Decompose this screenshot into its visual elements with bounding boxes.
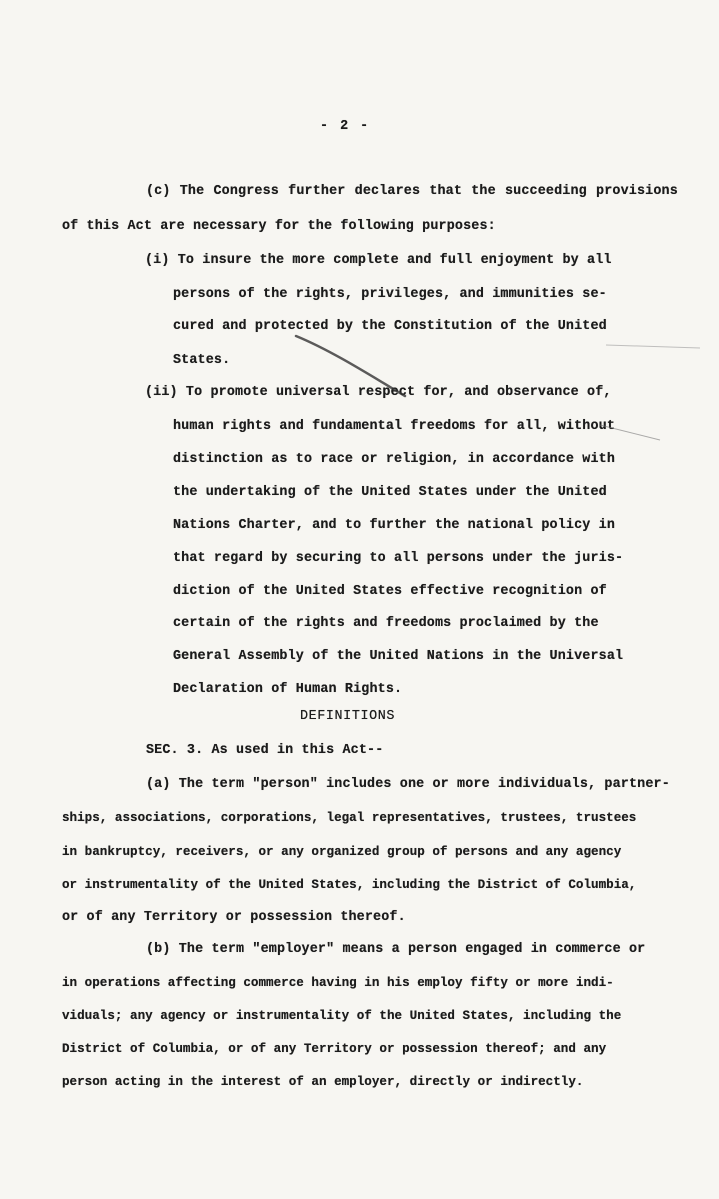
clause-ii-line-4: the undertaking of the United States under the United <box>173 485 607 500</box>
definition-b-line-3: viduals; any agency or instrumentality of the United States, including the <box>62 1009 622 1023</box>
definition-b-line-2: in operations affecting commerce having in his employ fifty or more indi- <box>62 976 614 990</box>
clause-ii-line-6: that regard by securing to all persons under the juris- <box>173 551 624 566</box>
clause-ii-line-7: diction of the United States effective recognition of <box>173 584 607 599</box>
clause-ii-line-2: human rights and fundamental freedoms for all, without <box>173 419 616 434</box>
definition-b-line-4: District of Columbia, or of any Territory or possession thereof; and any <box>62 1042 607 1056</box>
clause-ii-line-1: (ii) To promote universal respect for, and observance of, <box>145 385 612 400</box>
clause-ii-line-10: Declaration of Human Rights. <box>173 682 403 697</box>
paragraph-c-line-2: of this Act are necessary for the following purposes: <box>62 219 496 234</box>
pencil-stroke-right <box>606 345 700 348</box>
pencil-stroke-main <box>296 336 405 396</box>
page-number: - 2 - <box>320 119 371 134</box>
clause-ii-line-3: distinction as to race or religion, in accordance with <box>173 452 616 467</box>
definition-b-line-1: (b) The term "employer" means a person engaged in commerce or <box>146 942 646 957</box>
clause-i-line-1: (i) To insure the more complete and full enjoyment by all <box>145 253 612 268</box>
pencil-stroke-tick <box>600 425 660 440</box>
paragraph-c-line-1: (c) The Congress further declares that the succeeding provisions <box>146 184 678 199</box>
definition-a-line-1: (a) The term "person" includes one or more individuals, partner- <box>146 777 670 792</box>
clause-ii-line-8: certain of the rights and freedoms proclaimed by the <box>173 616 599 631</box>
definition-a-line-2: ships, associations, corporations, legal representatives, trustees, trustees <box>62 811 637 825</box>
clause-ii-line-5: Nations Charter, and to further the national policy in <box>173 518 616 533</box>
clause-ii-line-9: General Assembly of the United Nations in the Universal <box>173 649 624 664</box>
definition-a-line-5: or of any Territory or possession thereof. <box>62 910 406 925</box>
section-3-intro: SEC. 3. As used in this Act-- <box>146 743 384 758</box>
section-heading: DEFINITIONS <box>300 709 395 724</box>
clause-i-line-3: cured and protected by the Constitution of the United <box>173 319 607 334</box>
definition-a-line-3: in bankruptcy, receivers, or any organized group of persons and any agency <box>62 845 622 859</box>
definition-b-line-5: person acting in the interest of an employer, directly or indirectly. <box>62 1075 584 1089</box>
clause-i-line-2: persons of the rights, privileges, and immunities se- <box>173 287 607 302</box>
definition-a-line-4: or instrumentality of the United States, including the District of Columbia, <box>62 878 637 892</box>
clause-i-line-4: States. <box>173 353 231 368</box>
